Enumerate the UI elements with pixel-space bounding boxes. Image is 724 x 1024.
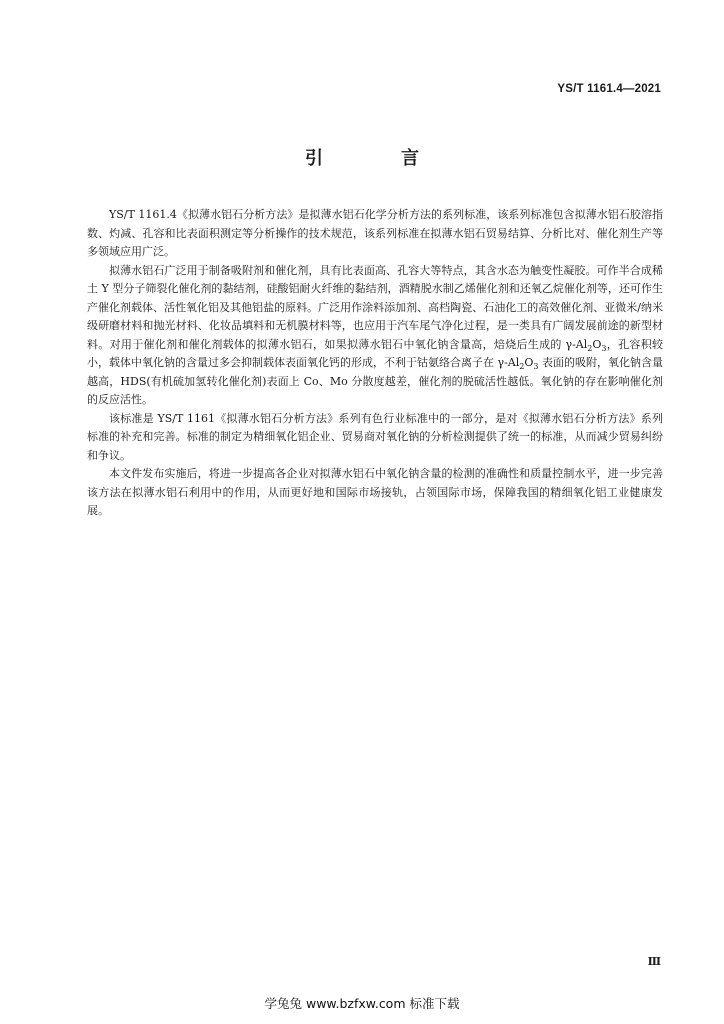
paragraph-2-part-d: O (524, 356, 534, 369)
page-number: Ⅲ (647, 955, 661, 968)
document-body (87, 206, 663, 521)
standard-code: YS/T 1161.4—2021 (557, 83, 661, 95)
subscript-3: 3 (533, 362, 539, 372)
footer-watermark: 学兔兔 www.bzfxw.com 标准下载 (264, 996, 460, 1011)
paragraph-2-part-c: ，孔容积较小，载体中氧化钠的含量过多会抑制载体表面氧化钙的形成，不利于钴氨络合离子在 γ-Al (87, 337, 663, 369)
paragraph-3: 该标准是 YS/T 1161《拟薄水铝石分析方法》系列有色行业标准中的一部分，是对《拟薄水铝石分析方法》系列标准的补充和完善。标准的制定为精细氧化铝企业、贸易商对氧化钠的分析检测提供了统一的标准，从而减少贸易纠纷和争议。 (87, 411, 663, 462)
paragraph-2 (87, 262, 663, 410)
paragraph-2-part-e: 表面的吸附，氧化钠含量越高，HDS(有机硫加氢转化催化剂)表面上 Co、Mo 分散度越差，催化剂的脱硫活性越低。氧化钠的存在影响催化剂的反应活性。 (87, 356, 664, 406)
subscript-2: 2 (519, 362, 525, 372)
subscript-2: 2 (587, 343, 593, 353)
page-title: 引 言 (305, 148, 449, 169)
paragraph-2-part-a: 拟薄水铝石广泛用于制备吸附剂和催化剂，具有比表面高、孔容大等特点，其含水态为触变性凝胶。可作半合成稀土 Y 型分子筛裂化催化剂的黏结剂，硅酸铝耐火纤维的黏结剂，酒精脱水制乙烯催化剂和还氧乙烷催化剂等，还可作生产催化剂载体、活性氧化铝及其他铝盐的原料。广泛用作涂料添加剂、高档陶瓷、石油化工的高效催化剂、亚微米/纳米级研磨材料和抛光材料、化妆品填料和无机膜材料等，也应用于汽车尾气净化过程，是一类具有广阔发展前途的新型材料。对用于催化剂和催化剂载体的拟薄水铝石，如果拟薄水铝石中氧化钠含量高，焙烧后生成的 γ-Al (87, 263, 663, 351)
paragraph-2-part-b: O (592, 337, 602, 351)
subscript-3: 3 (601, 343, 607, 353)
paragraph-4: 本文件发布实施后，将进一步提高各企业对拟薄水铝石中氧化钠含量的检测的准确性和质量控制水平，进一步完善该方法在拟薄水铝石利用中的作用，从而更好地和国际市场接轨，占领国际市场，保障我国的精细氧化铝工业健康发展。 (87, 467, 663, 517)
paragraph-1: YS/T 1161.4《拟薄水铝石分析方法》是拟薄水铝石化学分析方法的系列标准，该系列标准包含拟薄水铝石胶溶指数、灼减、孔容和比表面积测定等分析操作的技术规范，该系列标准在拟薄水铝石贸易结算、分析比对、催化剂生产等多领域应用广泛。 (87, 208, 663, 258)
